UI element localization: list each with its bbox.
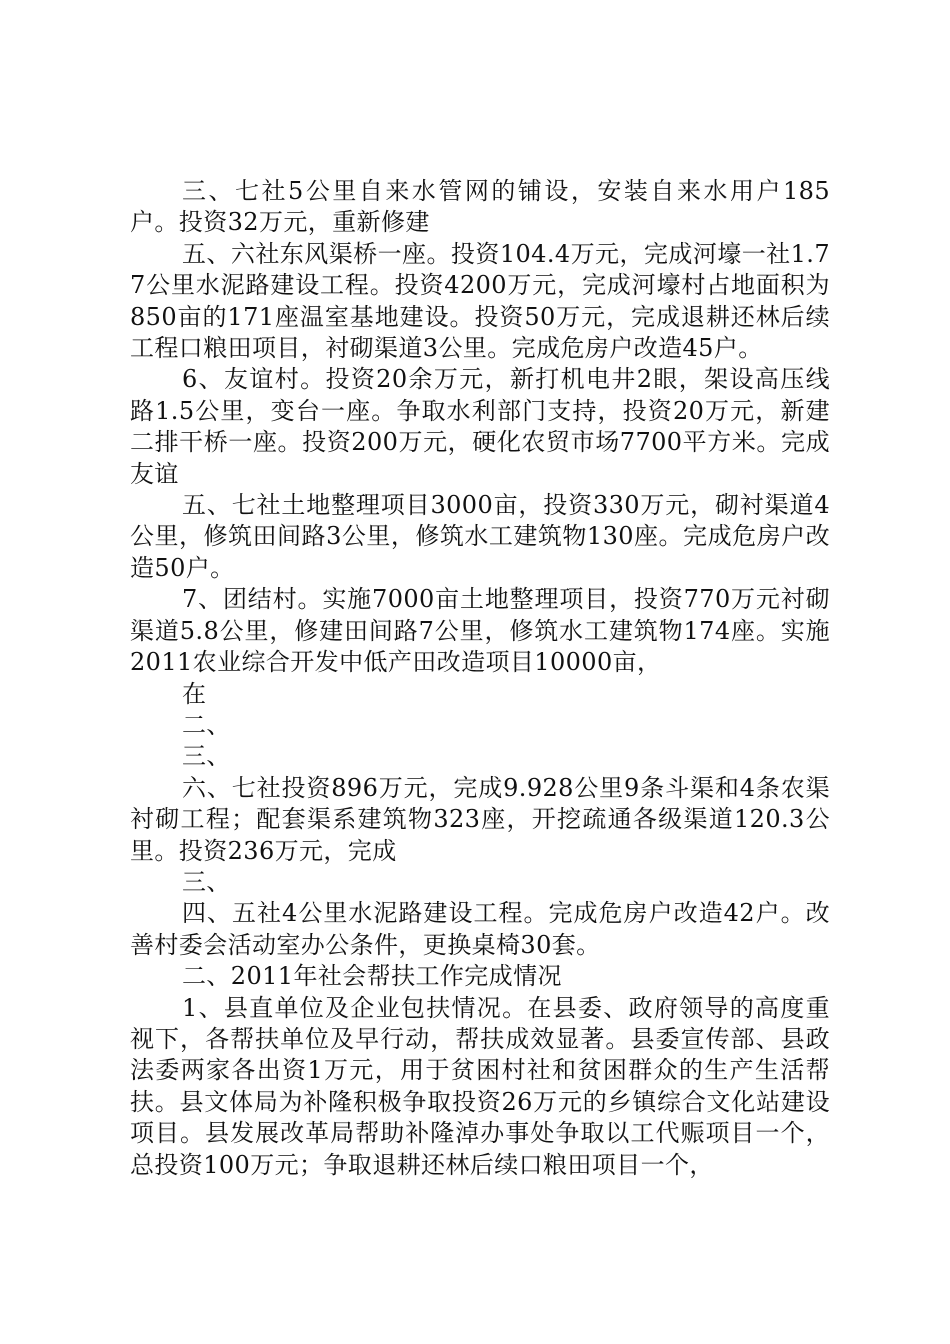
paragraph: 1、县直单位及企业包扶情况。在县委、政府领导的高度重视下，各帮扶单位及早行动，帮扶成效显著。县委宣传部、县政法委两家各出资1万元，用于贫困村社和贫困群众的生产生活帮扶。县文体局为补隆积极争取投资26万元的乡镇综合文化站建设项目。县发展改革局帮助补隆淖办事处争取以工代赈项目一个，总投资100万元；争取退耕还林后续口粮田项目一个， (130, 993, 830, 1179)
paragraph: 四、五社4公里水泥路建设工程。完成危房户改造42户。改善村委会活动室办公条件，更换桌椅30套。 (130, 899, 830, 959)
paragraph: 二、 (182, 710, 231, 739)
paragraph: 六、七社投资896万元，完成9.928公里9条斗渠和4条农渠衬砌工程；配套渠系建筑物323座，开挖疏通各级渠道120.3公里。投资236万元，完成 (130, 773, 830, 865)
paragraph: 三、七社5公里自来水管网的铺设，安装自来水用户185户。投资32万元，重新修建 (130, 177, 830, 237)
section-heading: 二、2011年社会帮扶工作完成情况 (182, 962, 562, 991)
paragraph: 三、 (182, 867, 231, 896)
document-body (130, 176, 830, 1181)
paragraph: 三、 (182, 742, 231, 771)
paragraph: 7、团结村。实施7000亩土地整理项目，投资770万元衬砌渠道5.8公里，修建田间路7公里，修筑水工建筑物174座。实施2011农业综合开发中低产田改造项目10000亩， (130, 585, 830, 677)
paragraph: 6、友谊村。投资20余万元，新打机电井2眼，架设高压线路1.5公里，变台一座。争取水利部门支持，投资20万元，新建二排干桥一座。投资200万元，硬化农贸市场7700平方米。完成友谊 (130, 365, 830, 488)
paragraph: 五、七社土地整理项目3000亩，投资330万元，砌衬渠道4公里，修筑田间路3公里，修筑水工建筑物130座。完成危房户改造50户。 (130, 491, 830, 582)
paragraph: 五、六社东风渠桥一座。投资104.4万元，完成河壕一社1.77公里水泥路建设工程。投资4200万元，完成河壕村占地面积为850亩的171座温室基地建设。投资50万元，完成退耕还林后续工程口粮田项目，衬砌渠道3公里。完成危房户改造45户。 (130, 239, 830, 363)
paragraph: 在 (182, 679, 207, 708)
